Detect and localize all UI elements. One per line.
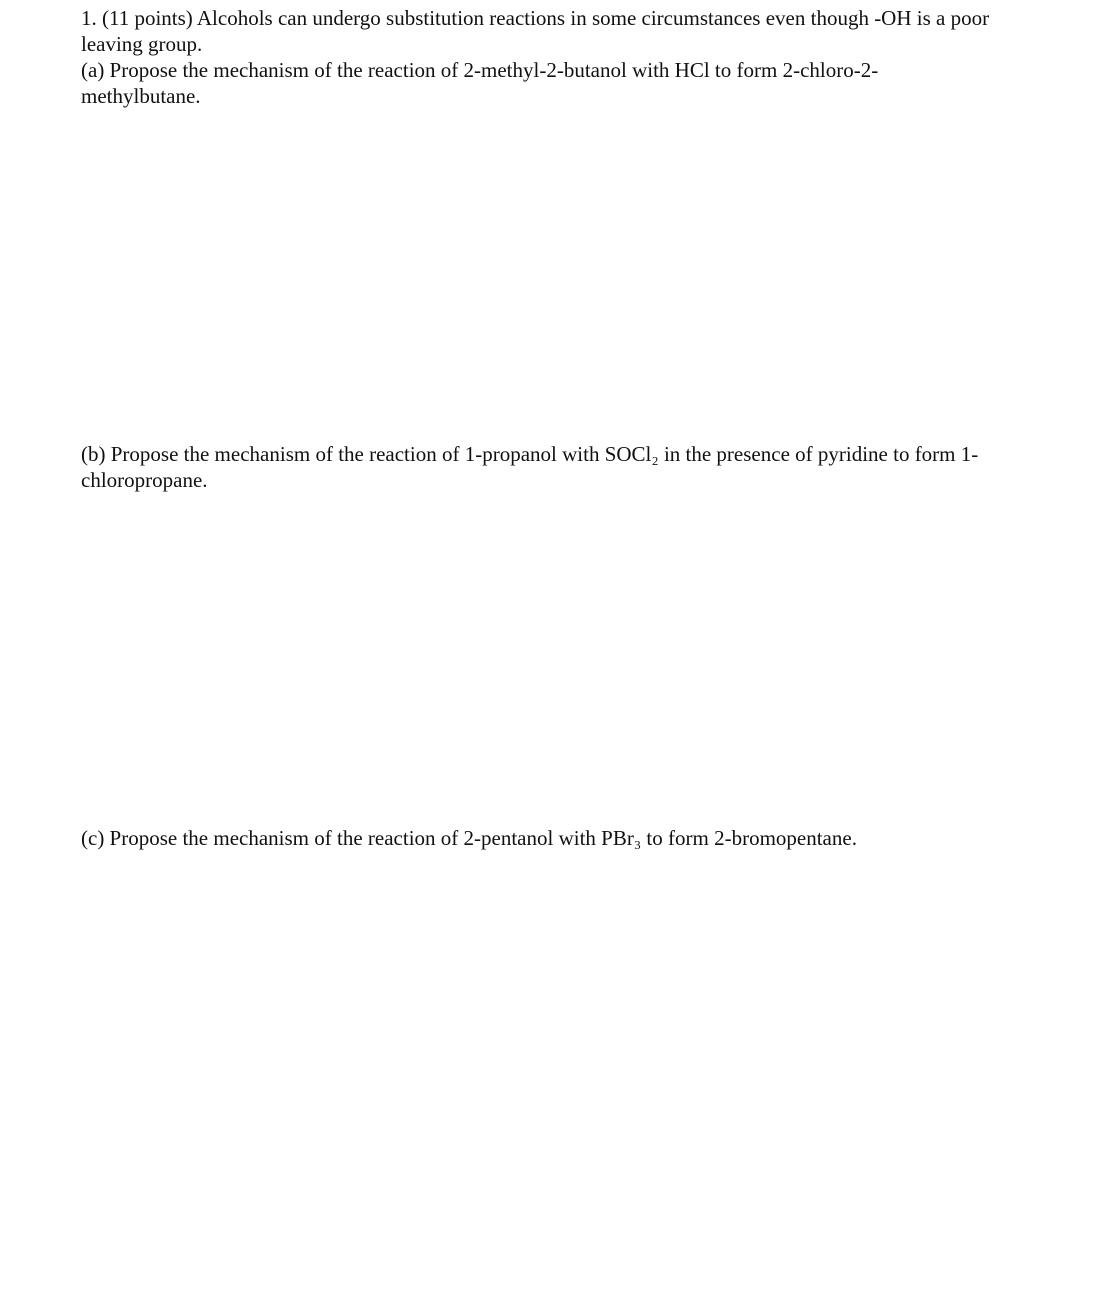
question-part-a: (a) Propose the mechanism of the reaction of 2-methyl-2-butanol with HCl to form 2-chloro-2-methylbutane. [81, 58, 879, 108]
question-intro: 1. (11 points) Alcohols can undergo substitution reactions in some circumstances even though -OH is a poor leaving group. [81, 6, 990, 56]
answer-space-a [81, 115, 1021, 430]
question-part-b: (b) Propose the mechanism of the reaction of 1-propanol with SOCl₂ in the presence of pyridine to form 1-chloropropane. [81, 442, 979, 492]
answer-space-b [81, 500, 1021, 815]
question-part-c: (c) Propose the mechanism of the reaction of 2-pentanol with PBr₃ to form 2-bromopentane. [81, 826, 857, 850]
answer-space-c [81, 860, 1021, 1280]
